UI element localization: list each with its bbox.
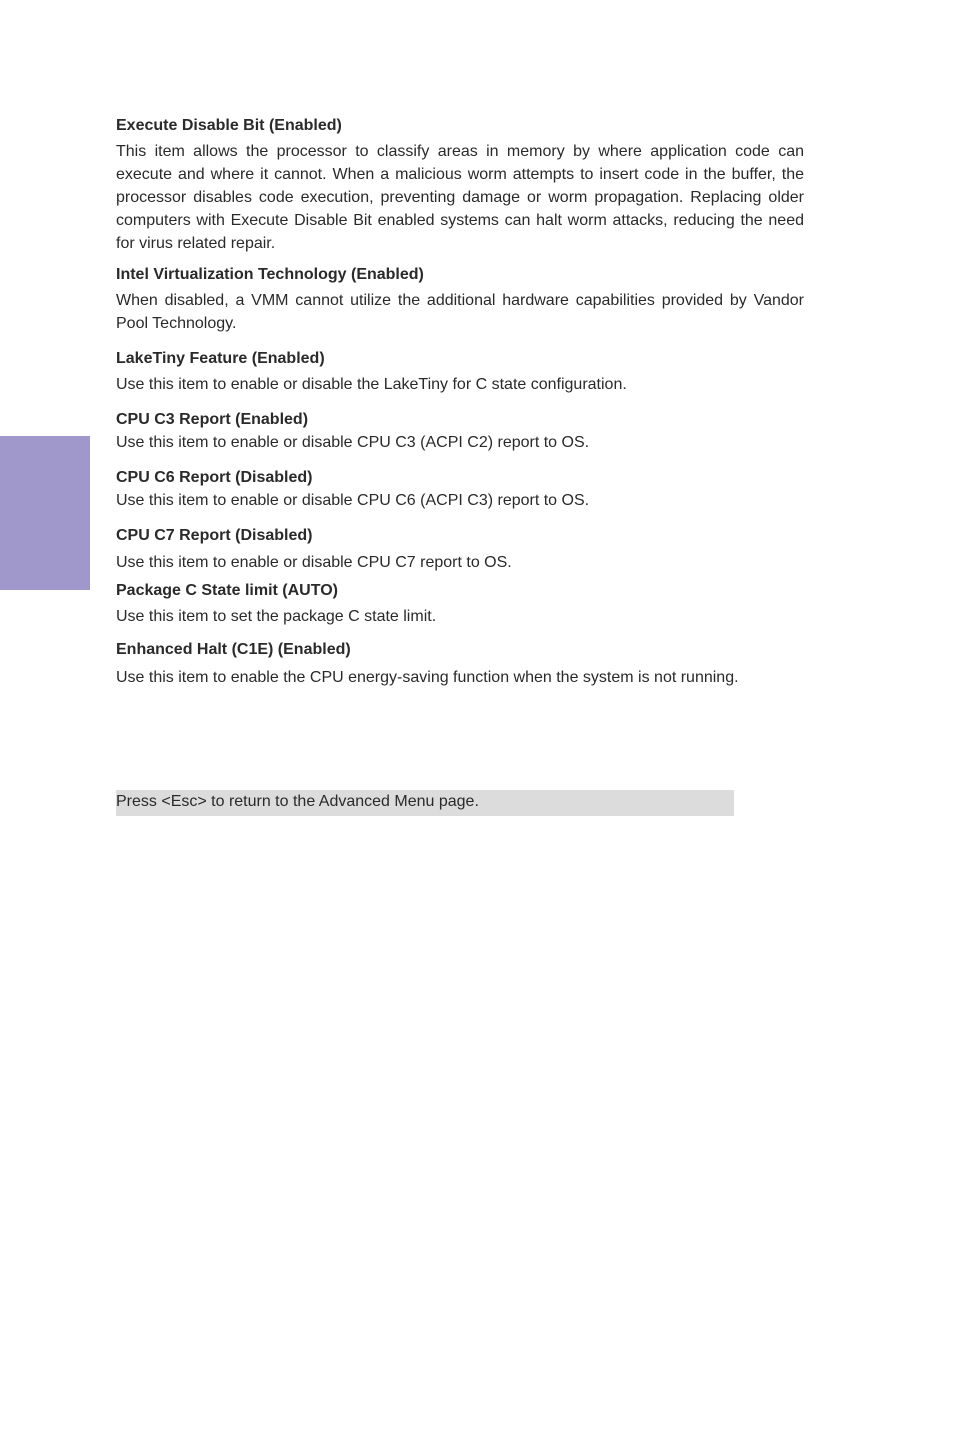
return-note-bar: Press <Esc> to return to the Advanced Menu page.: [116, 790, 734, 816]
item-laketiny-feature: [116, 347, 804, 396]
item-intel-virtualization: [116, 263, 804, 335]
item-enhanced-halt: [116, 638, 804, 689]
item-description: This item allows the processor to classify areas in memory by where application code can execute and where it cannot. When a malicious worm attempts to insert code in the buffer, the processor disables code execution, preventing damage or worm propagation. Replacing older computers with Execute Disable Bit enabled systems can halt worm attacks, reducing the need for virus related repair.: [116, 143, 804, 252]
item-execute-disable-bit: [116, 114, 804, 255]
item-cpu-c3-report: [116, 408, 804, 454]
item-description: Use this item to enable or disable CPU C6 (ACPI C3) report to OS.: [116, 492, 590, 509]
item-description: Use this item to enable or disable CPU C7 report to OS.: [116, 554, 512, 571]
item-title: CPU C3 Report (Enabled): [116, 411, 309, 428]
bios-item-descriptions: [116, 114, 804, 689]
item-package-c-state-limit: [116, 579, 804, 628]
item-description: Use this item to enable or disable the LakeTiny for C state configuration.: [116, 376, 627, 393]
item-title: Enhanced Halt (C1E) (Enabled): [116, 641, 351, 658]
item-description: When disabled, a VMM cannot utilize the additional hardware capabilities provided by Vandor Pool Technology.: [116, 292, 804, 332]
item-title: Intel Virtualization Technology (Enabled): [116, 266, 424, 283]
item-description: Use this item to enable or disable CPU C3 (ACPI C2) report to OS.: [116, 434, 590, 451]
item-title: CPU C7 Report (Disabled): [116, 527, 313, 544]
chapter-side-tab: [0, 436, 90, 590]
item-cpu-c6-report: [116, 466, 804, 512]
item-cpu-c7-report: [116, 524, 804, 574]
item-title: LakeTiny Feature (Enabled): [116, 350, 325, 367]
item-description: Use this item to enable the CPU energy-saving function when the system is not running.: [116, 669, 739, 686]
item-title: CPU C6 Report (Disabled): [116, 469, 313, 486]
item-title: Execute Disable Bit (Enabled): [116, 117, 342, 134]
item-title: Package C State limit (AUTO): [116, 582, 338, 599]
item-description: Use this item to set the package C state limit.: [116, 608, 437, 625]
